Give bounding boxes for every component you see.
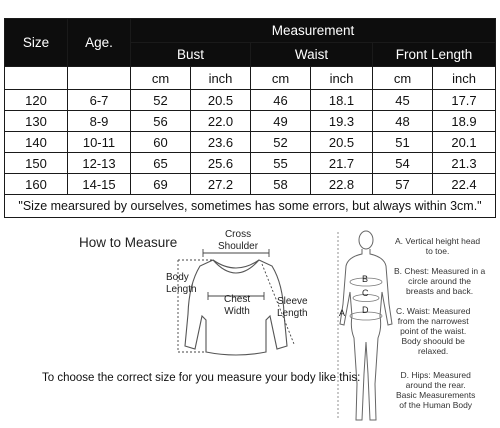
- table-cell: 49: [251, 111, 311, 132]
- table-cell: 22.8: [311, 174, 373, 195]
- table-cell: 52: [131, 90, 191, 111]
- table-cell: 18.9: [433, 111, 496, 132]
- header-bust: Bust: [131, 43, 251, 67]
- table-cell: 48: [373, 111, 433, 132]
- table-cell: 21.7: [311, 153, 373, 174]
- table-cell: 14-15: [68, 174, 131, 195]
- table-cell: 65: [131, 153, 191, 174]
- table-cell: 22.4: [433, 174, 496, 195]
- note-height: A. Vertical height head to toe.: [395, 236, 481, 256]
- table-cell: 69: [131, 174, 191, 195]
- table-cell: 120: [5, 90, 68, 111]
- table-cell: 21.3: [433, 153, 496, 174]
- label-sleeve-length: Sleeve Length: [277, 296, 308, 319]
- table-cell: 54: [373, 153, 433, 174]
- table-row: [5, 90, 496, 111]
- header-front-length: Front Length: [373, 43, 496, 67]
- unit-header: cm: [251, 67, 311, 90]
- measure-guide: [0, 224, 500, 428]
- table-cell: 140: [5, 132, 68, 153]
- body-silhouette: [340, 231, 392, 420]
- unit-header: cm: [131, 67, 191, 90]
- label-body-length: Body Length: [166, 272, 197, 295]
- marker-d: D: [362, 305, 369, 315]
- table-cell: 23.6: [191, 132, 251, 153]
- table-cell: 10-11: [68, 132, 131, 153]
- header-size: Size: [5, 19, 68, 67]
- unit-header: inch: [311, 67, 373, 90]
- table-cell: 51: [373, 132, 433, 153]
- table-row: [5, 132, 496, 153]
- table-cell: 25.6: [191, 153, 251, 174]
- table-cell: 55: [251, 153, 311, 174]
- table-cell: 60: [131, 132, 191, 153]
- measure-instruction: To choose the correct size for you measure your body like this:: [42, 372, 361, 384]
- header-age: Age.: [68, 19, 131, 67]
- table-cell: 18.1: [311, 90, 373, 111]
- table-row: [5, 153, 496, 174]
- note-chest: B. Chest: Measured in a circle around the breasts and back.: [394, 266, 486, 296]
- table-row: [5, 111, 496, 132]
- note-waist: C. Waist: Measured from the narrowest point of the waist. Body shoould be relaxed.: [396, 306, 471, 356]
- table-cell: 46: [251, 90, 311, 111]
- table-cell: 57: [373, 174, 433, 195]
- table-cell: 27.2: [191, 174, 251, 195]
- table-cell: 19.3: [311, 111, 373, 132]
- marker-b: B: [362, 274, 369, 284]
- size-chart-table: [4, 18, 496, 218]
- table-cell: 130: [5, 111, 68, 132]
- measurement-note: "Size mearsured by ourselves, sometimes has some errors, but always within 3cm.": [5, 195, 496, 218]
- guide-title: How to Measure: [79, 235, 178, 250]
- table-cell: 8-9: [68, 111, 131, 132]
- unit-header: inch: [433, 67, 496, 90]
- table-cell: 160: [5, 174, 68, 195]
- table-cell: 150: [5, 153, 68, 174]
- table-cell: 20.5: [311, 132, 373, 153]
- table-cell: 20.5: [191, 90, 251, 111]
- table-cell: 58: [251, 174, 311, 195]
- marker-a: A: [339, 308, 346, 318]
- unit-header: inch: [191, 67, 251, 90]
- table-cell: 45: [373, 90, 433, 111]
- table-cell: 17.7: [433, 90, 496, 111]
- unit-spacer: [5, 67, 68, 90]
- header-waist: Waist: [251, 43, 373, 67]
- label-chest-width: Chest Width: [224, 294, 251, 317]
- unit-spacer: [68, 67, 131, 90]
- note-hips: D. Hips: Measured around the rear. Basic Measurements of the Human Body: [396, 370, 476, 410]
- table-cell: 52: [251, 132, 311, 153]
- header-measurement: Measurement: [131, 19, 496, 43]
- table-cell: 22.0: [191, 111, 251, 132]
- table-cell: 12-13: [68, 153, 131, 174]
- marker-c: C: [362, 288, 369, 298]
- label-cross-shoulder: Cross Shoulder: [218, 229, 259, 252]
- table-cell: 56: [131, 111, 191, 132]
- table-cell: 6-7: [68, 90, 131, 111]
- unit-header: cm: [373, 67, 433, 90]
- table-row: [5, 174, 496, 195]
- table-cell: 20.1: [433, 132, 496, 153]
